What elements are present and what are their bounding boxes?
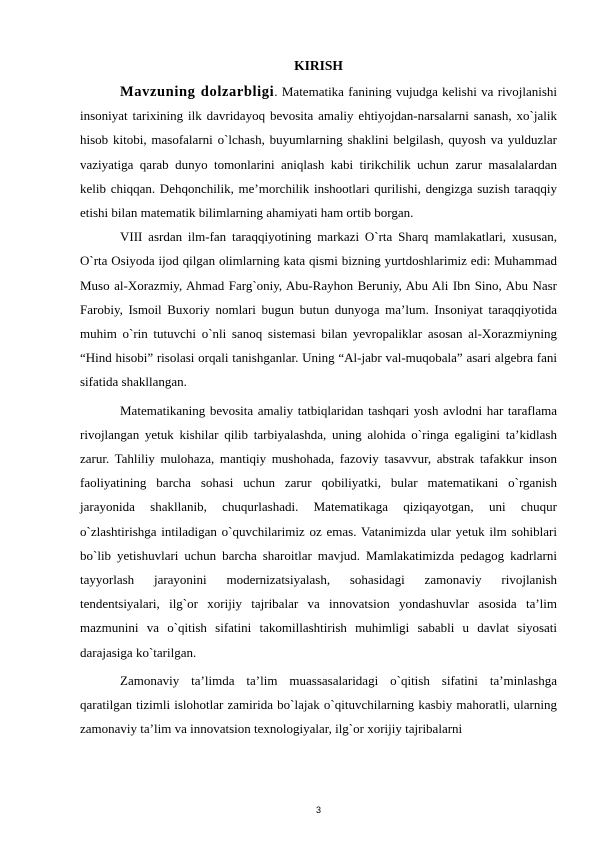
paragraph-lead: Mavzuning dolzarbligi: [120, 84, 275, 100]
section-title: KIRISH: [294, 58, 343, 73]
paragraph-education: [80, 399, 557, 665]
paragraph-history: [80, 225, 557, 394]
page-number: 3: [315, 805, 321, 815]
paragraph-text: VIII asrdan ilm-fan taraqqiyotining markazi O`rta Sharq mamlakatlari, xususan, O`rta Osiyoda ijod qilgan olimlarning kata qismi bizning yurtdoshlarimiz edi: Muhammad Muso al-Xorazmiy, Ahmad Farg`oniy, Abu-Rayhon Beruniy, Abu Ali Ibn Sino, Abu Nasr Farobiy, Ismoil Buxoriy nomlari bugun butun dunyoga ma’lum. Insoniyat taraqqiyotida muhim o`rin tutuvchi o`nli sanoq sistemasi bilan yevropaliklar asosan al-Xorazmiyning “Hind hisobi” risolasi orqali tanishganlar. Uning “Al-jabr val-muqobala” asari algebra fani sifatida shakllangan.: [80, 229, 557, 390]
paragraph-text: . Matematika fanining vujudga kelishi va rivojlanishi insoniyat tarixining ilk davridayoq bevosita amaliy ehtiyojdan-narsalarni sanash, xo`jalik hisob kitobi, masofalarni o`lchash, buyumlarning shaklini belgilash, quyosh va yulduzlar vaziyatiga qarab dunyo tomonlarini aniqlash kabi tirikchilik uchun zarur masalalardan kelib chiqqan. Dehqonchilik, me’morchilik inshootlari qurilishi, dengizga suzish taraqqiy etishi bilan matematik bilimlarning ahamiyati ham ortib borgan.: [80, 84, 557, 221]
paragraph-relevance: [80, 80, 557, 225]
document-page: [80, 54, 557, 741]
paragraph-text: Matematikaning bevosita amaliy tatbiqlaridan tashqari yosh avlodni har taraflama rivojlangan yetuk kishilar qilib tarbiyalashda, uning alohida o`ringa egaligini ta’kidlash zarur. Tahliliy mulohaza, mantiqiy mushohada, fazoviy tasavvur, abstrak tafakkur inson faoliyatining barcha sohasi uchun zarur qobiliyatki, bular matematikani o`rganish jarayonida shakllanib, chuqurlashadi. Matematikaga qiziqayotgan, uni chuqur o`zlashtirishga intiladigan o`quvchilarimiz oz emas. Vatanimizda ular yetuk ilm sohiblari bo`lib yetishuvlari uchun barcha sharoitlar mavjud. Mamlakatimizda pedagog kadrlarni tayyorlash jarayonini modernizatsiyalash, sohasidagi zamonaviy rivojlanish tendentsiyalari, ilg`or xorijiy tajribalar va innovatsion yondashuvlar asosida ta’lim mazmunini va o`qitish sifatini takomillashtirish muhimligi sababli u davlat siyosati darajasiga ko`tarilgan.: [80, 402, 557, 660]
paragraph-modern-education: [80, 669, 557, 742]
paragraph-text: Zamonaviy ta’limda ta’lim muassasalaridagi o`qitish sifatini ta’minlashga qaratilgan tizimli islohotlar zamirida bo`lajak o`qituvchilarning kasbiy mahoratli, ularning zamonaviy ta’lim va innovatsion texnologiyalar, ilg`or xorijiy tajribalarni: [80, 672, 557, 737]
